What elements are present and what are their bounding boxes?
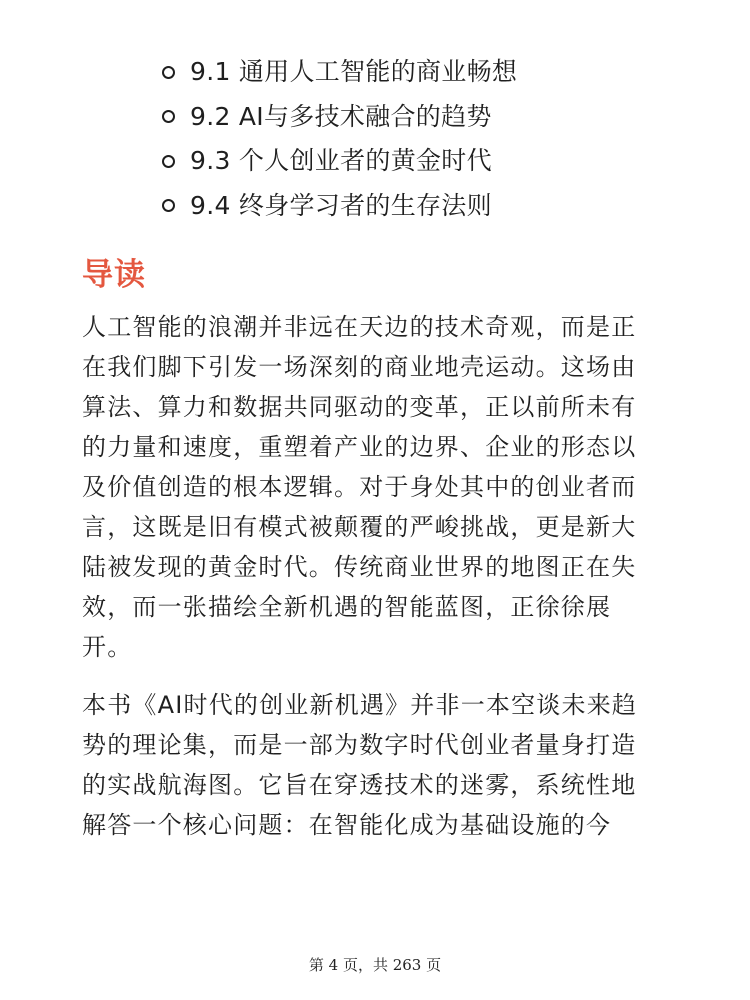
circle-bullet-icon	[162, 155, 175, 168]
paragraph-line: 的力量和速度，重塑着产业的边界、企业的形态以	[82, 433, 637, 461]
circle-bullet-icon	[162, 110, 175, 123]
paragraph-line: 的实战航海图。它旨在穿透技术的迷雾，系统性地	[82, 771, 637, 799]
circle-bullet-icon	[162, 199, 175, 212]
paragraph-line: 本书《AI时代的创业新机遇》并非一本空谈未来趋	[82, 691, 638, 719]
paragraph-line: 及价值创造的根本逻辑。对于身处其中的创业者而	[82, 473, 637, 501]
paragraph-book-purpose	[82, 685, 682, 845]
page-number: 第 4 页，共 263 页	[308, 956, 442, 974]
paragraph-line: 陆被发现的黄金时代。传统商业世界的地图正在失	[82, 553, 637, 581]
toc-item-label: 9.1 通用人工智能的商业畅想	[190, 57, 518, 86]
toc-item[interactable]	[162, 50, 722, 95]
paragraph-line: 开。	[82, 633, 133, 661]
paragraph-line: 算法、算力和数据共同驱动的变革，正以前所未有	[82, 393, 637, 421]
table-of-contents	[162, 50, 722, 228]
toc-item-label: 9.2 AI与多技术融合的趋势	[190, 101, 492, 131]
paragraph-line: 势的理论集，而是一部为数字时代创业者量身打造	[82, 731, 637, 759]
toc-item[interactable]	[162, 139, 722, 184]
paragraph-line: 言，这既是旧有模式被颠覆的严峻挑战，更是新大	[82, 513, 637, 541]
toc-item[interactable]	[162, 184, 722, 229]
paragraph-intro	[82, 307, 682, 667]
toc-item-label: 9.3 个人创业者的黄金时代	[190, 146, 492, 175]
paragraph-line: 在我们脚下引发一场深刻的商业地壳运动。这场由	[82, 353, 637, 381]
paragraph-line: 解答一个核心问题：在智能化成为基础设施的今	[82, 811, 612, 839]
section-heading: 导读	[82, 257, 146, 293]
circle-bullet-icon	[162, 66, 175, 79]
toc-item-label: 9.4 终身学习者的生存法则	[190, 190, 492, 220]
paragraph-line: 效，而一张描绘全新机遇的智能蓝图，正徐徐展	[82, 593, 612, 621]
paragraph-line: 人工智能的浪潮并非远在天边的技术奇观，而是正	[82, 313, 637, 341]
toc-item[interactable]	[162, 95, 722, 140]
